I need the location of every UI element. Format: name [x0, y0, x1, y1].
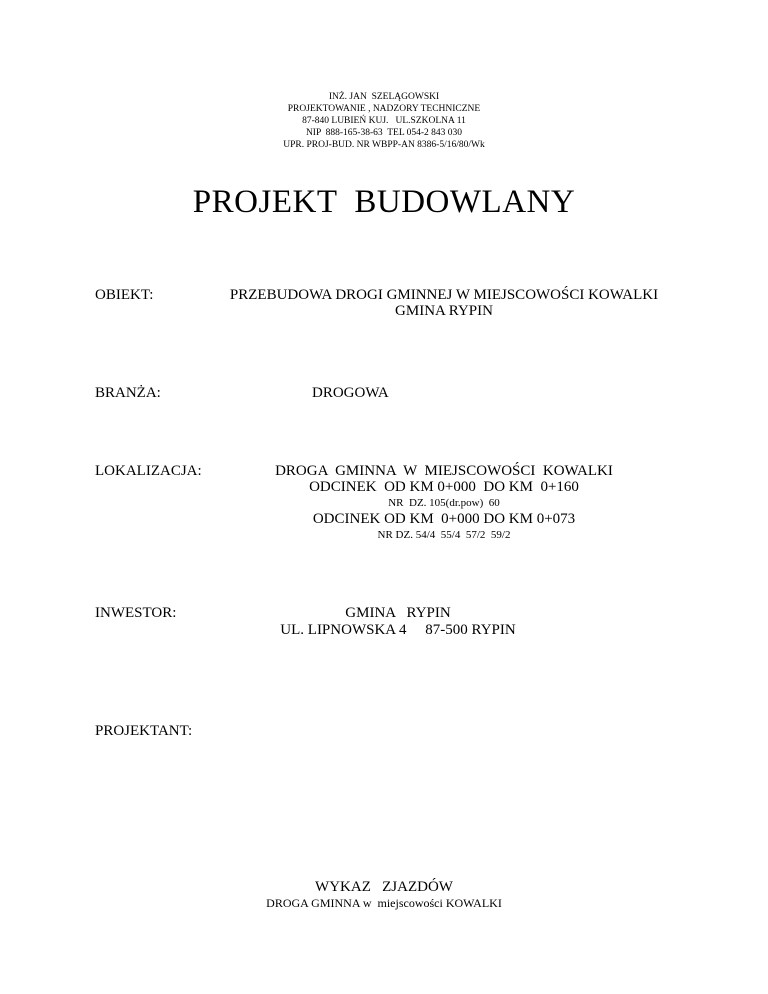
projektant-label: PROJEKTANT:: [95, 723, 193, 739]
lokalizacja-line2: ODCINEK OD KM 0+000 DO KM 0+160: [309, 479, 579, 495]
lokalizacja-parcels-1: NR DZ. 105(dr.pow) 60: [388, 497, 500, 509]
obiekt-line1: PRZEBUDOWA DROGI GMINNEJ W MIEJSCOWOŚCI KOWALKI: [229, 287, 659, 303]
footer-title: WYKAZ ZJAZDÓW: [315, 879, 453, 895]
page-title: PROJEKT BUDOWLANY: [192, 184, 576, 220]
branza-value: DROGOWA: [312, 385, 389, 401]
inwestor-label: INWESTOR:: [95, 605, 177, 621]
inwestor-name: GMINA RYPIN: [345, 605, 451, 621]
obiekt-line2: GMINA RYPIN: [395, 303, 493, 319]
lokalizacja-parcels-2: NR DZ. 54/4 55/4 57/2 59/2: [377, 529, 511, 541]
header-name: INŻ. JAN SZELĄGOWSKI: [328, 92, 440, 102]
lokalizacja-label: LOKALIZACJA:: [95, 463, 202, 479]
footer-subtitle: DROGA GMINNA w miejscowości KOWALKI: [266, 896, 502, 910]
lokalizacja-line1: DROGA GMINNA W MIEJSCOWOŚCI KOWALKI: [275, 463, 613, 479]
header-services: PROJEKTOWANIE , NADZORY TECHNICZNE: [287, 104, 481, 114]
header-nip-tel: NIP 888-165-38-63 TEL 054-2 843 030: [305, 128, 463, 138]
branza-label: BRANŻA:: [95, 385, 161, 401]
inwestor-address: UL. LIPNOWSKA 4 87-500 RYPIN: [280, 622, 516, 638]
header-license: UPR. PROJ-BUD. NR WBPP-AN 8386-5/16/80/Wk: [283, 140, 485, 150]
obiekt-label: OBIEKT:: [95, 287, 154, 303]
header-address: 87-840 LUBIEŃ KUJ. UL.SZKOLNA 11: [302, 116, 466, 126]
lokalizacja-line4: ODCINEK OD KM 0+000 DO KM 0+073: [312, 511, 576, 527]
